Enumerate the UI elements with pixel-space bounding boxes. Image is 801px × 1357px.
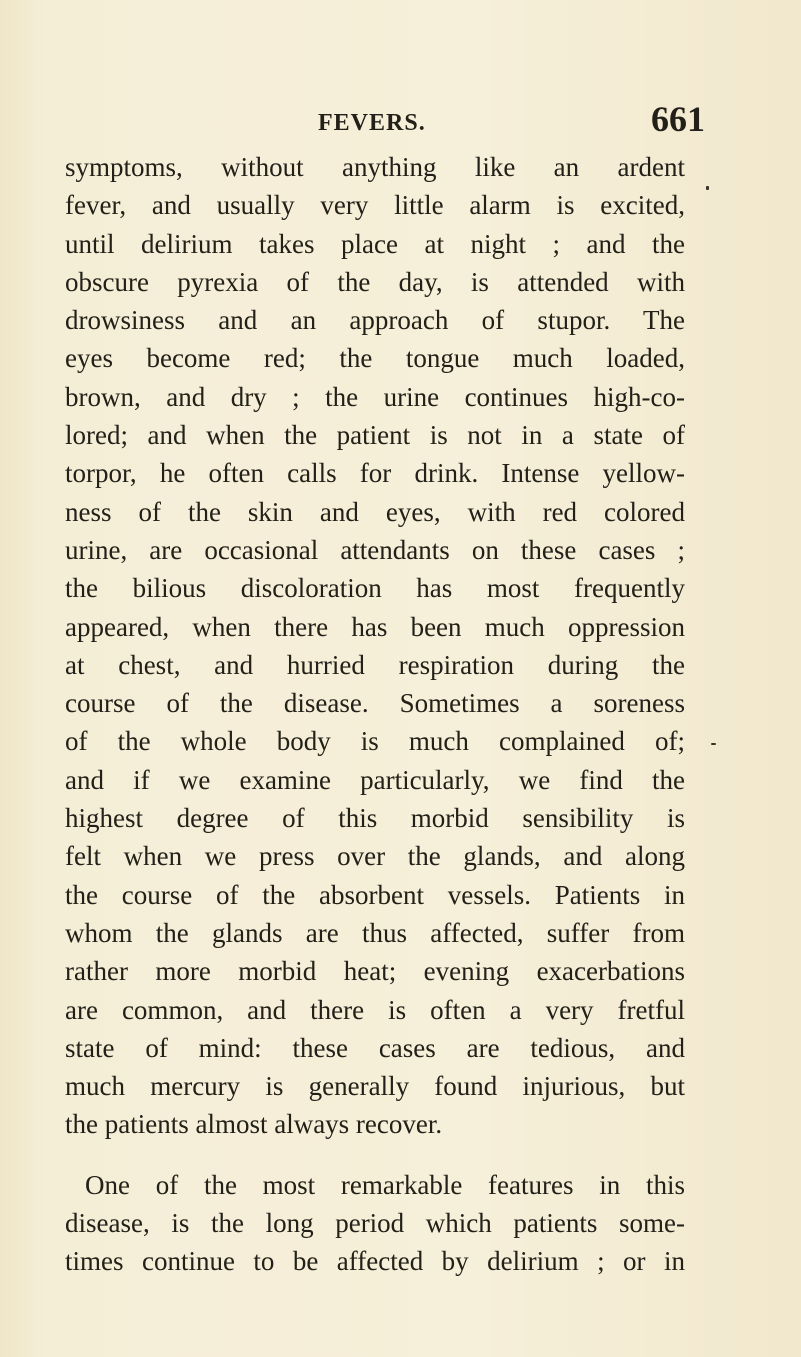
text-line: are common, and there is often a very fretful	[65, 994, 685, 1025]
page-number: 661	[651, 99, 705, 139]
text-line: course of the disease. Sometimes a soreness	[65, 688, 685, 719]
text-line: times continue to be affected by delirium ; or in	[65, 1246, 685, 1277]
text-line: One of the most remarkable features in this	[85, 1169, 685, 1200]
body-text	[65, 148, 685, 1281]
text-line: urine, are occasional attendants on these cases ;	[65, 534, 685, 565]
stray-mark	[711, 743, 716, 745]
text-line: brown, and dry ; the urine continues high-co-	[65, 381, 685, 412]
text-line: and if we examine particularly, we find the	[65, 764, 685, 795]
text-line: state of mind: these cases are tedious, and	[65, 1032, 685, 1063]
text-line: the bilious discoloration has most frequently	[65, 573, 685, 604]
text-line: the course of the absorbent vessels. Patients in	[65, 879, 685, 910]
text-line: fever, and usually very little alarm is excited,	[65, 190, 685, 221]
text-line: symptoms, without anything like an ardent	[65, 152, 685, 182]
text-line: until delirium takes place at night ; and the	[65, 228, 685, 259]
text-line: at chest, and hurried respiration during the	[65, 649, 685, 680]
text-line: felt when we press over the glands, and along	[65, 841, 685, 872]
text-line: the patients almost always recover.	[65, 1109, 443, 1140]
stray-mark	[706, 186, 709, 190]
text-line: whom the glands are thus affected, suffer from	[65, 917, 685, 948]
text-line: highest degree of this morbid sensibility is	[65, 803, 685, 834]
text-line: obscure pyrexia of the day, is attended with	[65, 266, 685, 297]
text-line: torpor, he often calls for drink. Intense yellow-	[65, 458, 685, 489]
paragraph	[65, 148, 685, 1144]
paragraph-gap	[65, 1144, 685, 1166]
text-line: disease, is the long period which patients some-	[65, 1208, 685, 1239]
text-line: appeared, when there has been much oppression	[65, 611, 685, 642]
text-line: eyes become red; the tongue much loaded,	[65, 343, 685, 374]
running-head	[0, 98, 801, 138]
text-line: of the whole body is much complained of;	[65, 726, 685, 757]
text-line: much mercury is generally found injurious, but	[65, 1071, 685, 1102]
running-title: FEVERS.	[318, 110, 426, 136]
text-line: drowsiness and an approach of stupor. The	[65, 305, 685, 336]
text-line: ness of the skin and eyes, with red colored	[65, 496, 685, 527]
text-line: rather more morbid heat; evening exacerbations	[65, 956, 685, 987]
paragraph	[65, 1166, 685, 1281]
text-line: lored; and when the patient is not in a state of	[65, 420, 685, 451]
